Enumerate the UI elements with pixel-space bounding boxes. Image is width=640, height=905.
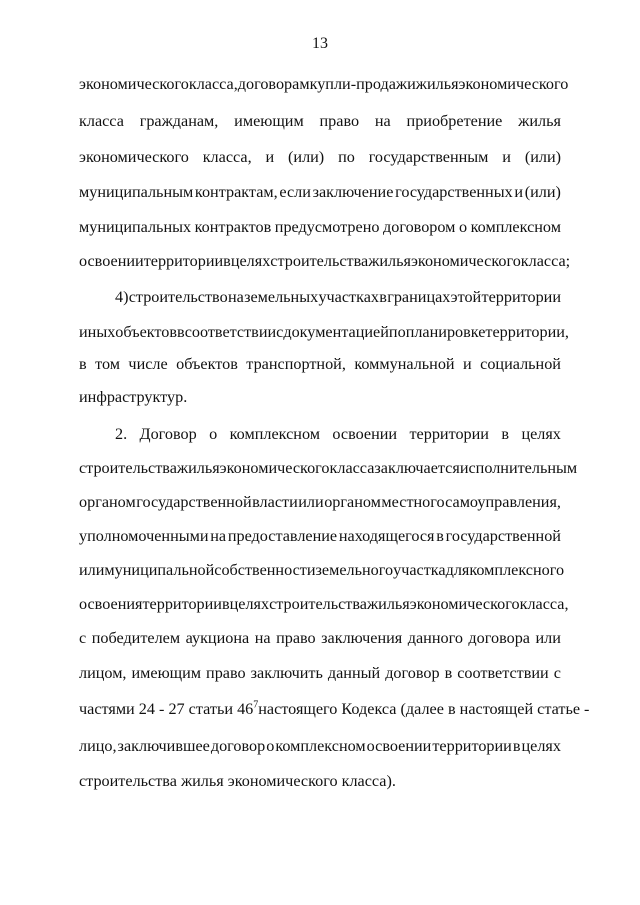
word: территории bbox=[481, 288, 561, 306]
word: экономического bbox=[219, 459, 330, 477]
word: победителем bbox=[91, 629, 181, 647]
word: класса, bbox=[519, 595, 569, 613]
word: транспортной, bbox=[246, 355, 346, 373]
text-line bbox=[79, 215, 561, 239]
word: комплексного bbox=[469, 561, 565, 579]
word: земельных bbox=[244, 288, 319, 306]
word: лицом, bbox=[79, 664, 127, 682]
text-line bbox=[79, 490, 561, 514]
word: комплексном bbox=[470, 218, 561, 236]
text-line bbox=[79, 249, 571, 273]
text-line bbox=[115, 285, 561, 309]
word: строительство bbox=[128, 288, 228, 306]
word: целях bbox=[229, 595, 270, 613]
word: территории bbox=[142, 595, 222, 613]
text-line bbox=[79, 320, 569, 344]
word: государственной bbox=[136, 493, 252, 511]
word: аукциона bbox=[185, 629, 250, 647]
word: договор bbox=[210, 737, 266, 755]
word: экономического bbox=[458, 75, 569, 93]
word: если bbox=[279, 183, 311, 201]
text-line bbox=[79, 145, 561, 169]
word: класса; bbox=[520, 252, 571, 270]
word: в bbox=[177, 323, 185, 341]
word: освоения bbox=[79, 595, 143, 613]
word: и bbox=[265, 148, 275, 166]
word: на bbox=[210, 527, 227, 545]
word: объектов bbox=[115, 323, 178, 341]
text-line bbox=[79, 734, 561, 758]
word: заключения bbox=[321, 629, 403, 647]
word: имеющим bbox=[234, 112, 304, 130]
word: данный bbox=[327, 664, 381, 682]
word: территории bbox=[432, 737, 512, 755]
text-line bbox=[79, 180, 561, 204]
word: участка bbox=[393, 561, 446, 579]
word: или bbox=[79, 561, 105, 579]
word: территории bbox=[143, 252, 224, 270]
text-line: инфраструктур. bbox=[79, 388, 188, 406]
word: муниципальной bbox=[104, 561, 215, 579]
word: строительства bbox=[269, 595, 367, 613]
text-line bbox=[79, 72, 569, 96]
word: жилья bbox=[176, 459, 220, 477]
word: экономического bbox=[79, 75, 189, 93]
word: органом bbox=[324, 493, 381, 511]
word: предусмотрено bbox=[274, 218, 380, 236]
word: территории, bbox=[485, 323, 569, 341]
word: заключение bbox=[312, 183, 394, 201]
word: экономического bbox=[409, 595, 520, 613]
word: жилья bbox=[518, 112, 561, 130]
word: строительства bbox=[79, 459, 177, 477]
word: предоставление bbox=[227, 527, 338, 545]
word: власти bbox=[252, 493, 298, 511]
word: класса, bbox=[188, 75, 238, 93]
word: в bbox=[223, 252, 231, 270]
word: коммунальной bbox=[354, 355, 455, 373]
word: право bbox=[206, 664, 246, 682]
word: экономического bbox=[410, 252, 521, 270]
word: в bbox=[221, 595, 230, 613]
word: муниципальных bbox=[79, 218, 192, 236]
word: о bbox=[209, 425, 218, 443]
word: жилья bbox=[366, 595, 410, 613]
line-after-superscript: настоящего Кодекса (далее в настоящей статье - bbox=[258, 700, 590, 718]
word: местного bbox=[381, 493, 445, 511]
word: лицо, bbox=[79, 737, 117, 755]
word: том bbox=[95, 355, 120, 373]
word: исполнительным bbox=[459, 459, 578, 477]
word: договорам bbox=[237, 75, 310, 93]
word: строительства bbox=[270, 252, 369, 270]
word: комплексном bbox=[275, 737, 366, 755]
word: данного bbox=[407, 629, 463, 647]
word: экономического bbox=[79, 148, 189, 166]
word: контрактов bbox=[194, 218, 272, 236]
word: иных bbox=[79, 323, 116, 341]
word: класса bbox=[329, 459, 375, 477]
word: и bbox=[463, 355, 472, 373]
word: освоении bbox=[79, 252, 144, 270]
word: уполномоченными bbox=[79, 527, 209, 545]
word: освоении bbox=[332, 425, 398, 443]
word: документацией bbox=[283, 323, 389, 341]
word: жилья bbox=[415, 75, 459, 93]
word: договор bbox=[385, 664, 440, 682]
word: класса bbox=[79, 112, 124, 130]
word: государственных bbox=[395, 183, 513, 201]
word: самоуправления, bbox=[445, 493, 561, 511]
word: 2. bbox=[115, 425, 128, 443]
word: заключившее bbox=[117, 737, 210, 755]
word: с bbox=[276, 323, 284, 341]
word: (или) bbox=[524, 148, 561, 166]
text-line bbox=[79, 524, 561, 548]
word: в bbox=[512, 737, 521, 755]
word: границах bbox=[387, 288, 451, 306]
text-line bbox=[79, 456, 578, 480]
word: в bbox=[379, 288, 387, 306]
word: по bbox=[338, 148, 355, 166]
word: на bbox=[254, 629, 271, 647]
word: имеющим bbox=[131, 664, 202, 682]
word: (или) bbox=[288, 148, 325, 166]
word: соответствии bbox=[184, 323, 277, 341]
word: заключить bbox=[250, 664, 323, 682]
word: или bbox=[535, 629, 561, 647]
word: договором bbox=[383, 218, 456, 236]
word: целях bbox=[521, 737, 561, 755]
text-line bbox=[79, 558, 565, 582]
word: соответствии bbox=[457, 664, 549, 682]
word: государственной bbox=[445, 527, 561, 545]
word: в bbox=[79, 355, 87, 373]
word: гражданам, bbox=[139, 112, 219, 130]
word: или bbox=[298, 493, 324, 511]
text-line bbox=[115, 422, 561, 446]
word: о bbox=[266, 737, 275, 755]
superscript: 7 bbox=[253, 699, 259, 711]
word: право bbox=[319, 112, 360, 130]
word: планировке bbox=[405, 323, 486, 341]
word: в bbox=[501, 425, 510, 443]
word: в bbox=[436, 527, 444, 545]
word: муниципальным bbox=[79, 183, 194, 201]
word: земельного bbox=[315, 561, 394, 579]
text-line bbox=[79, 109, 561, 133]
word: (или) bbox=[524, 183, 561, 201]
word: жилья bbox=[368, 252, 411, 270]
word: собственности bbox=[214, 561, 316, 579]
word: государственным bbox=[368, 148, 489, 166]
word: и bbox=[514, 183, 524, 201]
word: территории bbox=[409, 425, 489, 443]
word: для bbox=[445, 561, 470, 579]
word: и bbox=[502, 148, 511, 166]
word: целях bbox=[521, 425, 561, 443]
word: приобретение bbox=[406, 112, 503, 130]
line-before-superscript: частями 24 - 27 статьи $46^7$ bbox=[79, 699, 259, 718]
word: договора bbox=[468, 629, 530, 647]
text-line: строительства жилья экономического класса). bbox=[79, 772, 396, 790]
word: класса, bbox=[202, 148, 252, 166]
word: освоении bbox=[366, 737, 432, 755]
word: с bbox=[79, 629, 87, 647]
word: социальной bbox=[480, 355, 561, 373]
text-line-with-superscript bbox=[79, 697, 590, 721]
word: этой bbox=[450, 288, 482, 306]
word: заключается bbox=[374, 459, 460, 477]
word: комплексном bbox=[229, 425, 320, 443]
word: числе bbox=[128, 355, 168, 373]
word: Договор bbox=[139, 425, 197, 443]
text-line bbox=[79, 626, 561, 650]
word: купли-продажи bbox=[309, 75, 416, 93]
word: по bbox=[388, 323, 406, 341]
word: находящегося bbox=[338, 527, 435, 545]
text-line bbox=[79, 352, 561, 376]
word: 4) bbox=[115, 288, 129, 306]
word: с bbox=[553, 664, 561, 682]
text-line bbox=[79, 592, 569, 616]
word: контрактам, bbox=[194, 183, 278, 201]
word: на bbox=[374, 112, 391, 130]
page-number: 13 bbox=[312, 35, 328, 52]
text-line bbox=[79, 661, 561, 685]
word: право bbox=[276, 629, 316, 647]
word: органом bbox=[79, 493, 136, 511]
word: участках bbox=[318, 288, 380, 306]
word: объектов bbox=[176, 355, 238, 373]
word: на bbox=[227, 288, 244, 306]
word: целях bbox=[230, 252, 271, 270]
word: о bbox=[458, 218, 468, 236]
word: в bbox=[444, 664, 453, 682]
